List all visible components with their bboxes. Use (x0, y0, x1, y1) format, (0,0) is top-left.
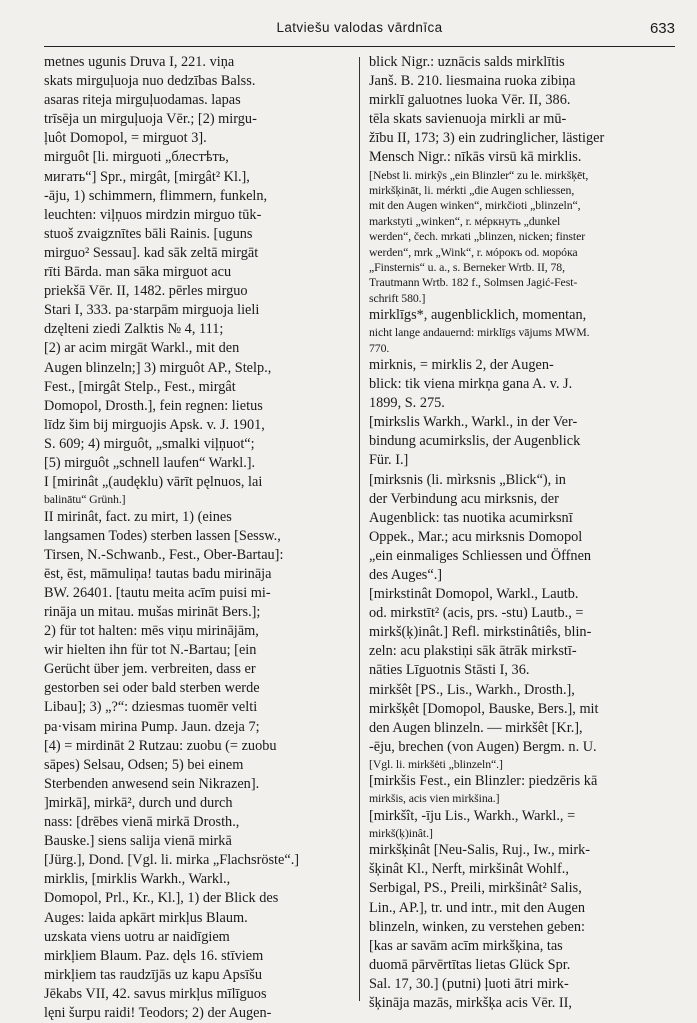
right-column-line: bindung acumirkslis, der Augenblick (368, 433, 581, 450)
right-column-line: tēla skats savienuoja mirkli ar mū- (368, 111, 567, 128)
right-column-line: Sal. 17, 30.] (putni) ļuoti ātri mirk- (368, 975, 569, 992)
right-column-line: [Vgl. li. mirkšėti „blinzeln“.] (368, 756, 503, 771)
left-column-line: priekšā Vēr. II, 1482. pērles mirguo (44, 283, 248, 300)
left-column-line: 2) für tot halten: mēs viņu mirinājām, (44, 623, 259, 640)
right-column-line: mirknis, = mirklis 2, der Augen- (368, 356, 554, 373)
right-column-line: Oppek., Mar.; acu mirksnis Domopol (368, 528, 583, 545)
right-column-line: Trautmann Wrtb. 182 f., Solmsen Jagić-Fest- (368, 275, 578, 290)
left-column-line: langsamen Todes) sterben lassen [Sessw., (44, 527, 281, 544)
left-column-line: mirguôt [li. mirguoti „блестѣть, (44, 149, 229, 166)
right-column-line: [mirkšis Fest., ein Blinzler: piedzēris kā (368, 773, 598, 790)
right-column-line: „ein einmaliges Schliessen und Öffnen (368, 547, 592, 564)
right-column-line: nāties Līguotnis Stāsti I, 36. (368, 662, 530, 679)
left-column-line: Libau]; 3) „?“: dziesmas tuomēr velti (44, 699, 258, 716)
left-column-line: balinātu“ Grünh.] (44, 492, 126, 507)
right-column-line: Augenblick: tas nuotika acumirksnī (368, 509, 573, 526)
left-column-line: Tirsen, N.-Schwanb., Fest., Ober-Bartau]: (44, 546, 284, 563)
right-column-line: duomā pārvērtītas lietas Glück Spr. (368, 956, 571, 973)
right-column-line: des Auges“.] (368, 566, 443, 583)
left-column-line: [4) = mirdināt 2 Rutzau: zuobu (= zuobu (44, 737, 277, 754)
page-header (44, 20, 675, 47)
page-number: 633 (649, 20, 675, 37)
right-column-line: Für. I.] (368, 452, 409, 469)
right-column-line: [kas ar savām acīm mirkšķina, tas (368, 937, 563, 954)
left-column-line: līdz šim bij mirguojis Apsk. v. J. 1901, (44, 416, 265, 433)
right-column-line: blick Nigr.: uznācis salds mirklītis (368, 54, 565, 70)
left-column-line: Stari I, 333. pa·starpām mirguoja lieli (44, 302, 260, 319)
right-column-line: [mirkšît, -īju Lis., Warkh., Warkl., = (368, 807, 576, 824)
right-column-line: Serbigal, PS., Preili, mirkšinât² Salis, (368, 880, 582, 897)
left-column-line: lęni šurpu raidi! Teodors; 2) der Augen- (44, 1004, 272, 1021)
left-column-line: mirkļiem Blaum. Paz. dęls 16. stīviem (44, 947, 264, 964)
right-column-line: [mirkslis Warkh., Warkl., in der Ver- (368, 414, 578, 431)
left-column-line: sāpes) Selsau, Odsen; 5) bei einem (44, 756, 244, 773)
right-column-line: zeln: acu plakstiņi sāk ātrāk mirkstī- (368, 643, 577, 660)
right-column-line: werden“, čech. mrkati „blinzen, nicken; finster (368, 229, 586, 244)
right-column-line: [mirksnis (li. mìrksnis „Blick“), in (368, 471, 566, 488)
left-column-line: I [mirinât „(audęklu) vārīt pęlnuos, lai (44, 474, 263, 491)
left-column-line: wir hielten ihn für tot N.-Bartau; [ein (44, 642, 257, 659)
left-column-line: uzskata viens uotru ar naidīgiem (44, 928, 230, 945)
left-column-line: leuchten: viļņuos mirdzin mirguo tūk- (44, 206, 262, 223)
running-head-title: Latviešu valodas vārdnīca (276, 20, 443, 35)
right-column-line: mirkšêt [PS., Lis., Warkh., Drosth.], (368, 681, 575, 698)
left-column-line: мигать“] Spr., mirgât, [mirgât² Kl.], (44, 168, 250, 185)
right-column-line: 1899, S. 275. (368, 395, 445, 412)
left-column-line: Auges: laida apkārt mirkļus Blaum. (44, 909, 248, 926)
right-column-line: mirkšis, acis vien mirkšina.] (368, 791, 500, 806)
two-column-body (44, 53, 675, 1023)
right-column-line: „Finsternis“ u. a., s. Berneker Wrtb. II, 78, (368, 259, 565, 274)
right-column-line: 770. (368, 340, 390, 355)
left-column-line: ēst, ēst, māmuliņa! tautas badu mirināja (44, 565, 272, 582)
left-column-line: metnes ugunis Druva I, 221. viņa (44, 54, 235, 70)
right-column-line: od. mirkstīt² (acis, prs. -stu) Lautb., = (368, 605, 584, 622)
left-column-line: rināja un mitau. mušas mirināt Bers.]; (44, 604, 261, 621)
right-column-line: werden“, mrk „Wink“, r. мóрокъ od. морóка (368, 244, 578, 259)
left-column-line: S. 609; 4) mirguôt, „smalki viļņuot“; (44, 435, 255, 452)
left-column-line: Domopol, Drosth.], fein regnen: lietus (44, 397, 263, 414)
left-column-line: mirkļiem tas raudzījās uz kapu Apsīšu (44, 966, 262, 983)
left-column-line: rīti Bārda. man sāka mirguot acu (44, 264, 232, 281)
left-column-line: [Jürg.], Dond. [Vgl. li. mirka „Flachsröste“.] (44, 852, 300, 869)
right-column-line: Janš. B. 210. liesmaina ruoka zibiņa (368, 73, 576, 90)
left-column-line: gestorben sei oder bald sterben werde (44, 680, 260, 697)
left-column-line: [5) mirguôt „schnell laufen“ Warkl.]. (44, 454, 256, 471)
right-column-line: mit den Augen winken“, mirkčioti „blinzeln“, (368, 198, 581, 213)
right-column-line: der Verbindung acu mirksnis, der (368, 490, 559, 507)
right-column-line: Mensch Nigr.: nīkās virsū kā mirklis. (368, 149, 582, 166)
right-column-line: šķinât Kl., Nerft, mirkšinât Wohlf., (368, 861, 569, 878)
right-column-line: Lin., AP.], tr. und intr., mit den Augen (368, 899, 586, 916)
left-column-line: ļuôt Domopol, = mirguot 3]. (44, 130, 207, 147)
right-column-line: žību II, 173; 3) ein zudringlicher, lästiger (368, 130, 605, 147)
right-column-line: den Augen blinzeln. — mirkšêt [Kr.], (368, 719, 583, 736)
right-column-line: [Nebst li. mirkỹs „ein Blinzler“ zu le. mirkšķēt, (368, 167, 589, 182)
left-column-line: skats mirguļuoja nuo dedzības Balss. (44, 73, 256, 90)
left-column-line: nass: [drēbes vienā mirkā Drosth., (44, 814, 240, 831)
left-column-line: asaras riteja mirguļuodamas. lapas (44, 92, 241, 109)
left-column-line: ]mirkā], mirkā², durch und durch (44, 794, 233, 811)
left-column-line: Jēkabs VII, 42. savus mirkļus mīlīguos (44, 985, 267, 1002)
right-column-line: markstyti „winken“, r. мéркнуть „dunkel (368, 213, 561, 228)
right-column-line: -ēju, brechen (von Augen) Bergm. n. U. (368, 738, 597, 755)
right-column-line: mirkšķêt [Domopol, Bauske, Bers.], mit (368, 700, 599, 717)
right-column-line: [mirkstinât Domopol, Warkl., Lautb. (368, 586, 579, 603)
right-column-line: mirkšķināt, li. mérkti „die Augen schliessen, (368, 182, 575, 197)
right-column-line: blick: tik viena mirkņa gana A. v. J. (368, 376, 573, 393)
right-column-line: mirkšķinât [Neu-Salis, Ruj., Iw., mirk- (368, 842, 591, 859)
left-column-line: trīsēja un mirguļuoja Vēr.; [2) mirgu- (44, 111, 257, 128)
left-column-line: Sterbenden anwesend sein Nikrazen]. (44, 775, 260, 792)
left-column-line: BW. 26401. [tautu meita acīm puisi mi- (44, 584, 271, 601)
left-column-line: mirklis, [mirklis Warkh., Warkl., (44, 871, 231, 888)
right-column-line: mirklī galuotnes luoka Vēr. II, 386. (368, 92, 571, 109)
left-column (44, 53, 359, 1023)
left-column-line: Bauske.] siens salija vienā mirkā (44, 833, 232, 850)
right-column-line: blinzeln, winken, zu verstehen geben: (368, 918, 585, 935)
left-column-line: mirguo² Sessau]. kad sāk zeltā mirgāt (44, 244, 259, 261)
left-column-line: dzęlteni ziedi Zalktis № 4, 111; (44, 321, 224, 338)
left-column-line: Domopol, Prl., Kr., Kl.], 1) der Blick des (44, 890, 279, 907)
right-column-line: schrift 580.] (368, 290, 426, 305)
left-column-line: pa·visam mirina Pump. Jaun. dzeja 7; (44, 718, 260, 735)
left-column-line: -āju, 1) schimmern, flimmern, funkeln, (44, 187, 268, 204)
left-column-line: Gerücht über jem. verbreiten, dass er (44, 661, 256, 678)
left-column-line: [2) ar acim mirgāt Warkl., mit den (44, 340, 240, 357)
left-column-line: II mirinât, fact. zu mirt, 1) (eines (44, 508, 232, 525)
right-column (360, 53, 675, 1023)
left-column-line: stuoš zvaigznītes bāli Rainis. [uguns (44, 225, 253, 242)
left-column-line: Fest., [mirgât Stelp., Fest., mirgât (44, 378, 236, 395)
right-column-line: nicht lange andauernd: mirklīgs vājums MWM. (368, 325, 590, 340)
right-column-line: mirkš(ķ)inât.] Refl. mirkstinâtiês, blin- (368, 624, 592, 641)
left-column-line: Augen blinzeln;] 3) mirguôt AP., Stelp., (44, 359, 272, 376)
right-column-line: mirkš(ķ)inât.] (368, 825, 433, 840)
right-column-line: šķināja mazās, mirkšķa acis Vēr. II, (368, 995, 572, 1012)
right-column-line: mirklīgs*, augenblicklich, momentan, (368, 307, 587, 324)
